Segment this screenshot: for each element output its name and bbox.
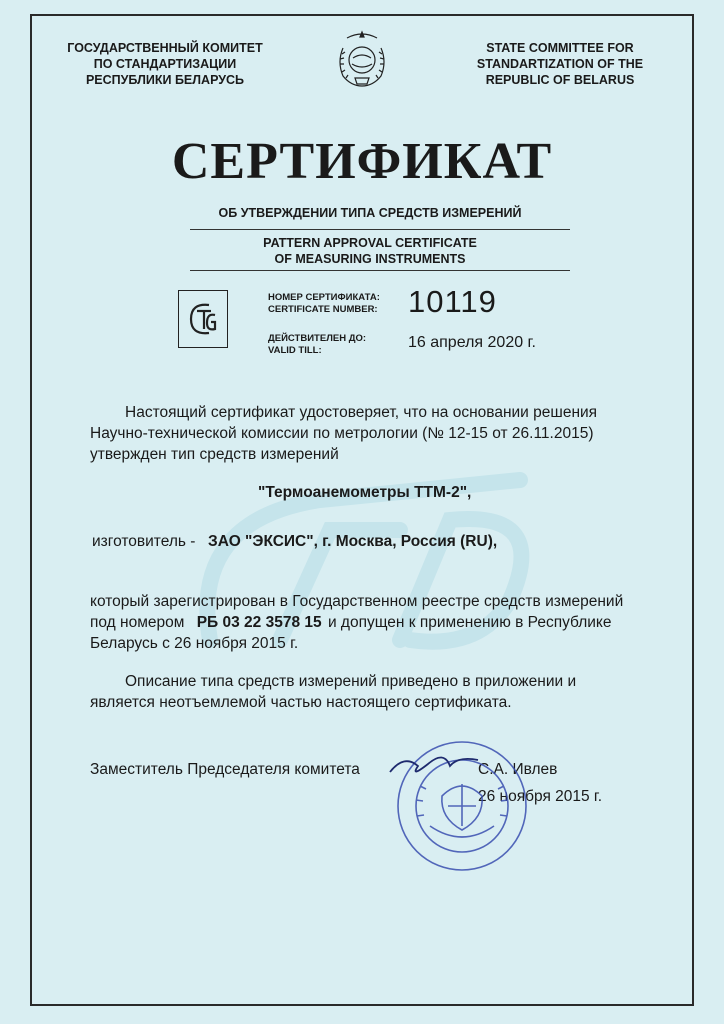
body-line: Научно-технической комиссии по метрологии (№ 12-15 от 26.11.2015)	[90, 425, 594, 442]
watermark-logo-icon	[150, 440, 570, 700]
subtitle-en-line: PATTERN APPROVAL CERTIFICATE	[263, 236, 477, 250]
manufacturer-name: ЗАО "ЭКСИС", г. Москва, Россия (RU),	[208, 533, 498, 550]
certificate-number: 10119	[408, 284, 497, 319]
body-line: Описание типа средств измерений приведено в приложении и	[125, 673, 577, 690]
issuer-line: STATE COMMITTEE FOR	[486, 41, 634, 55]
certification-logo	[178, 290, 228, 348]
body-line: является неотъемлемой частью настоящего сертификата.	[90, 694, 512, 711]
issuer-line: REPUBLIC OF BELARUS	[485, 73, 635, 87]
subtitle-en-line: OF MEASURING INSTRUMENTS	[274, 252, 466, 266]
subtitle-en	[160, 235, 580, 267]
issuer-line: ГОСУДАРСТВЕННЫЙ КОМИТЕТ	[67, 41, 263, 55]
certification-mark-icon	[179, 291, 226, 346]
official-stamp-icon	[380, 726, 540, 876]
signature-date: 26 ноября 2015 г.	[478, 788, 602, 805]
valid-till-label-en: VALID TILL:	[268, 345, 322, 356]
instrument-name: "Термоанемометры ТТМ-2",	[258, 484, 472, 501]
body-line-registration	[90, 612, 612, 633]
valid-till-date: 16 апреля 2020 г.	[408, 334, 536, 351]
issuer-line: ПО СТАНДАРТИЗАЦИИ	[93, 57, 237, 71]
state-emblem-icon	[333, 28, 391, 90]
issuer-line: STANDARTIZATION OF THE	[476, 57, 644, 71]
registration-suffix: и допущен к применению в Республике	[327, 614, 612, 631]
document-title: СЕРТИФИКАТ	[171, 133, 553, 190]
body-line: Настоящий сертификат удостоверяет, что на основании решения	[125, 404, 598, 421]
cert-number-label-en: CERTIFICATE NUMBER:	[268, 304, 378, 315]
subtitle-ru: ОБ УТВЕРЖДЕНИИ ТИПА СРЕДСТВ ИЗМЕРЕНИЙ	[218, 206, 522, 220]
issuer-name-en	[455, 40, 665, 88]
manufacturer-label: изготовитель -	[92, 533, 196, 550]
signatory-name: С.А. Ивлев	[478, 761, 558, 778]
signatory-position: Заместитель Председателя комитета	[90, 761, 360, 778]
cert-number-label	[268, 292, 380, 316]
body-line: утвержден тип средств измерений	[90, 446, 339, 463]
body-line: Беларусь с 26 ноября 2015 г.	[90, 635, 299, 652]
body-line: который зарегистрирован в Государственном реестре средств измерений	[90, 593, 624, 610]
issuer-line: РЕСПУБЛИКИ БЕЛАРУСЬ	[85, 73, 245, 87]
divider	[190, 229, 570, 230]
valid-till-label-ru: ДЕЙСТВИТЕЛЕН ДО:	[268, 333, 367, 344]
valid-till-label	[268, 333, 366, 357]
registration-prefix: под номером	[90, 614, 185, 631]
issuer-name-ru	[50, 40, 280, 88]
divider	[190, 270, 570, 271]
registration-number: РБ 03 22 3578 15	[196, 614, 322, 631]
cert-number-label-ru: НОМЕР СЕРТИФИКАТА:	[268, 292, 380, 303]
